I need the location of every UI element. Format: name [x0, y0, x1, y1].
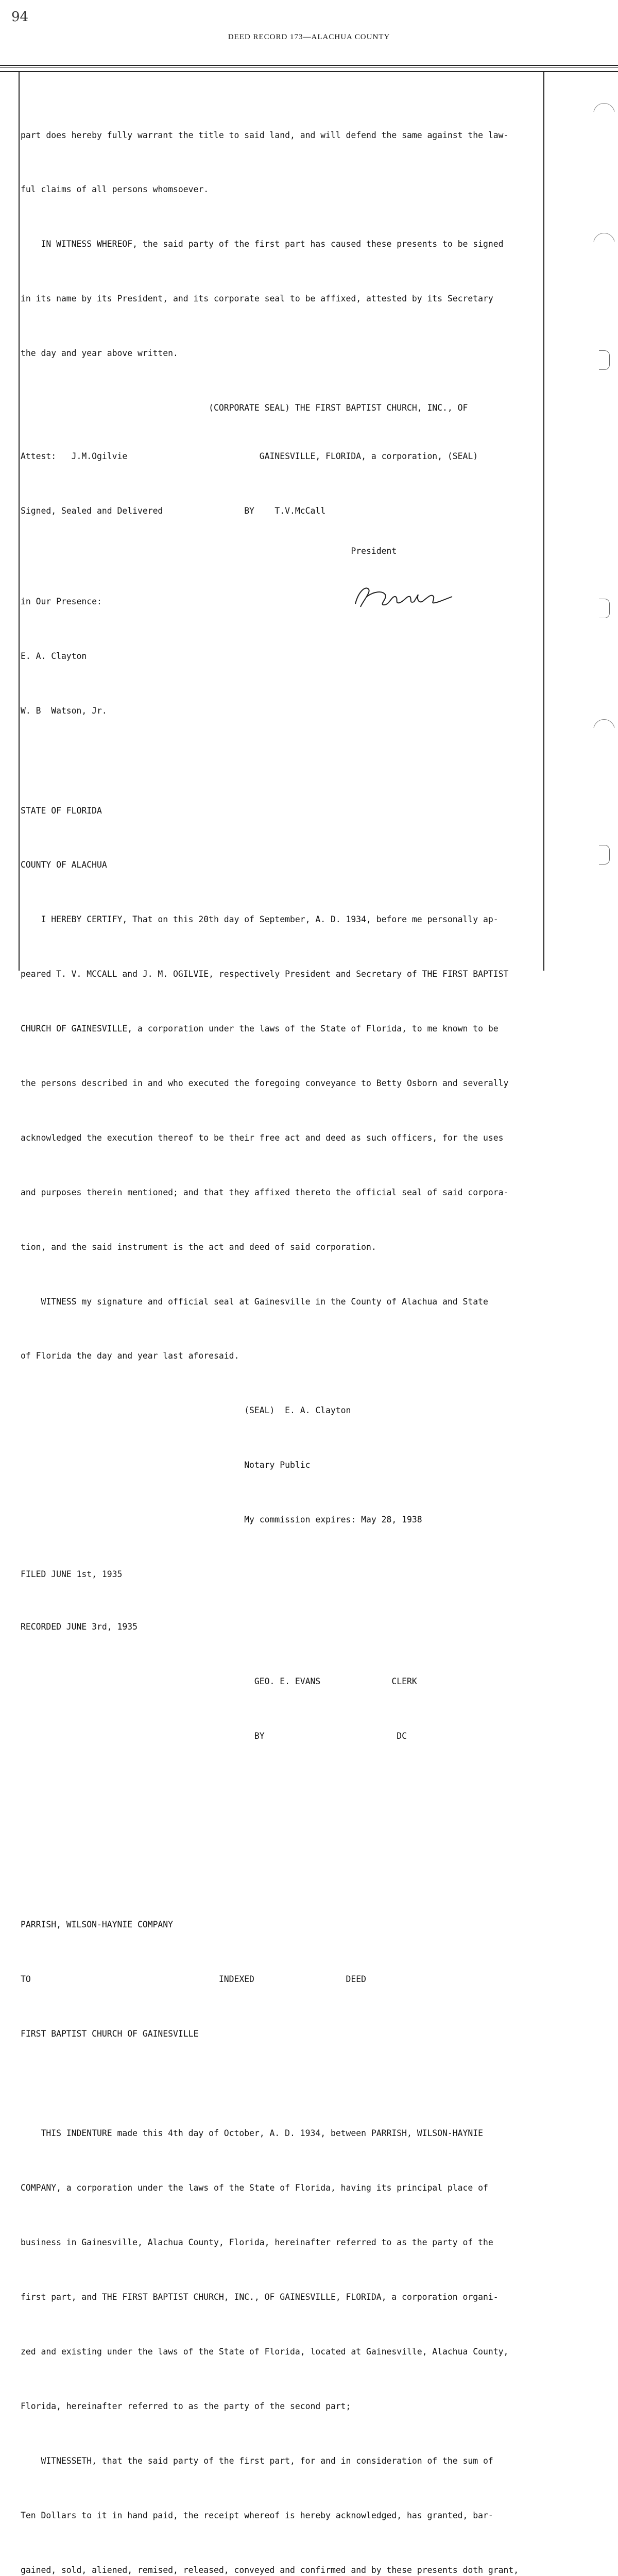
text-line: COUNTY OF ALACHUA [21, 860, 107, 870]
binder-hole-mark [599, 845, 610, 865]
text-line: first part, and THE FIRST BAPTIST CHURCH, INC., OF GAINESVILLE, FLORIDA, a corporation organi- [21, 2292, 499, 2302]
text-line: COMPANY, a corporation under the laws of the State of Florida, having its principal place of [21, 2183, 488, 2193]
text-line: in its name by its President, and its corporate seal to be affixed, attested by its Secretary [21, 294, 493, 304]
page-number: 94 [11, 9, 29, 25]
text-line: ful claims of all persons whomsoever. [21, 184, 209, 195]
text-line: I HEREBY CERTIFY, That on this 20th day of September, A. D. 1934, before me personally ap- [21, 914, 499, 925]
binder-hole-mark [593, 233, 615, 255]
text-line: E. A. Clayton [21, 651, 87, 662]
text-line: gained, sold, aliened, remised, released, conveyed and confirmed and by these presents doth grant, [21, 2565, 519, 2575]
text-line: (CORPORATE SEAL) THE FIRST BAPTIST CHURCH, INC., OF [21, 403, 468, 413]
text-line: STATE OF FLORIDA [21, 805, 102, 816]
text-line: BY DC [21, 1731, 407, 1741]
header-rule-top [0, 65, 618, 66]
text-line: (SEAL) E. A. Clayton [21, 1405, 351, 1416]
text-line: the persons described in and who executed the foregoing conveyance to Betty Osborn and severally [21, 1078, 509, 1089]
text-line: peared T. V. MCCALL and J. M. OGILVIE, respectively President and Secretary of THE FIRST BAPTIST [21, 969, 509, 979]
text-line: GEO. E. EVANS CLERK [21, 1676, 417, 1686]
text-line: W. B Watson, Jr. [21, 706, 107, 716]
text-line: CHURCH OF GAINESVILLE, a corporation under the laws of the State of Florida, to me known to be [21, 1024, 499, 1034]
spacer [21, 1782, 546, 1879]
page-header-title: DEED RECORD 173—ALACHUA COUNTY [228, 33, 390, 41]
text-line: FIRST BAPTIST CHURCH OF GAINESVILLE [21, 2028, 199, 2039]
header-rule-mid [0, 67, 618, 68]
text-line: Signed, Sealed and Delivered BY T.V.McCall [21, 505, 326, 516]
spacer [21, 2079, 546, 2088]
left-margin-rule [19, 72, 20, 971]
text-line: FILED JUNE 1st, 1935 [21, 1569, 123, 1580]
text-line: IN WITNESS WHEREOF, the said party of the first part has caused these presents to be signed [21, 239, 504, 249]
text-line: zed and existing under the laws of the State of Florida, located at Gainesville, Alachua County, [21, 2347, 509, 2357]
text-line: acknowledged the execution thereof to be their free act and deed as such officers, for the uses [21, 1132, 504, 1143]
text-line: WITNESSETH, that the said party of the first part, for and in consideration of the sum of [21, 2455, 493, 2466]
header-rule-bottom [0, 71, 618, 72]
binder-hole-mark [593, 103, 615, 125]
text-line: the day and year above written. [21, 348, 178, 359]
text-line: Florida, hereinafter referred to as the party of the second part; [21, 2401, 351, 2411]
text-line: TO INDEXED DEED [21, 1974, 367, 1985]
text-line: Notary Public [21, 1460, 311, 1470]
text-line: THIS INDENTURE made this 4th day of October, A. D. 1934, between PARRISH, WILSON-HAYNIE [21, 2128, 483, 2139]
spacer [21, 756, 546, 765]
text-line: My commission expires: May 28, 1938 [21, 1515, 422, 1525]
binder-hole-mark [599, 350, 610, 370]
deed-record-text [21, 90, 546, 2576]
text-line: Attest: J.M.Ogilvie GAINESVILLE, FLORIDA, a corporation, (SEAL) [21, 451, 478, 461]
text-line: RECORDED JUNE 3rd, 1935 [21, 1621, 138, 1632]
text-line: tion, and the said instrument is the act and deed of said corporation. [21, 1242, 376, 1252]
clerk-signature [351, 581, 454, 612]
text-line: President [21, 546, 397, 556]
text-line: PARRISH, WILSON-HAYNIE COMPANY [21, 1920, 174, 1930]
text-line: in Our Presence: [21, 597, 102, 607]
binder-hole-mark [599, 599, 610, 618]
binder-hole-mark [593, 719, 615, 741]
text-line: Ten Dollars to it in hand paid, the receipt whereof is hereby acknowledged, has granted, bar- [21, 2510, 493, 2520]
text-line: and purposes therein mentioned; and that they affixed thereto the official seal of said corpora- [21, 1187, 509, 1197]
text-line: business in Gainesville, Alachua County, Florida, hereinafter referred to as the party of the [21, 2238, 493, 2248]
text-line: of Florida the day and year last aforesaid. [21, 1351, 239, 1361]
text-line: part does hereby fully warrant the title to said land, and will defend the same against the law- [21, 130, 509, 140]
text-line: WITNESS my signature and official seal at Gainesville in the County of Alachua and State [21, 1296, 488, 1307]
